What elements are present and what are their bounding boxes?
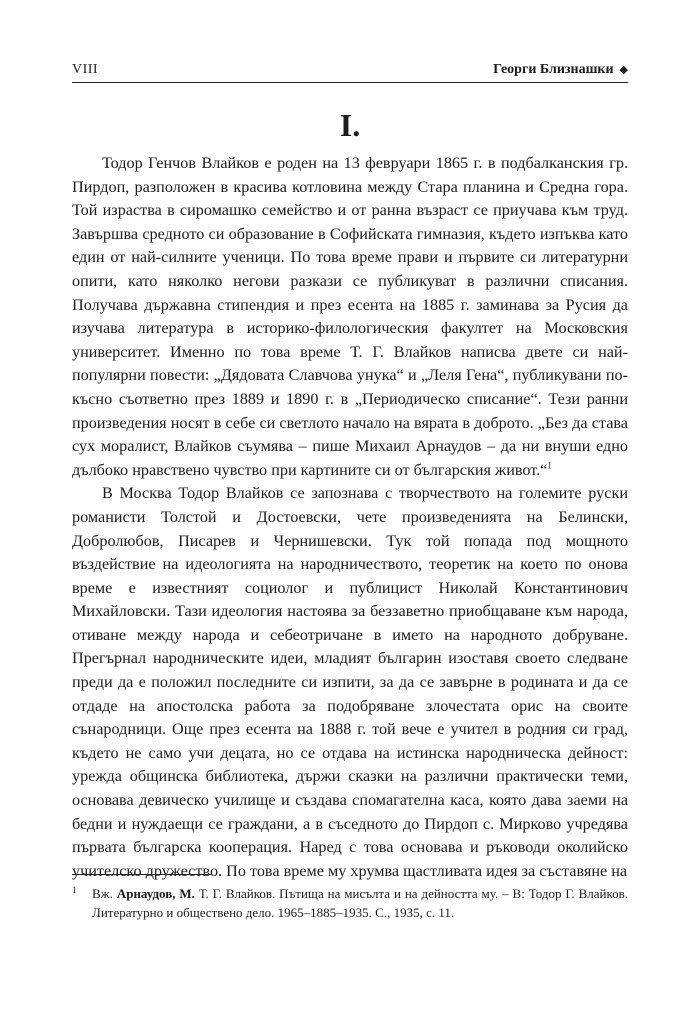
body-text: [72, 152, 628, 883]
footnote-prefix: Вж.: [92, 886, 117, 901]
footnote: [72, 884, 628, 922]
footnote-reference[interactable]: 1: [547, 460, 552, 471]
paragraph: [72, 482, 628, 883]
paragraph: [72, 152, 628, 482]
footnote-author: Арнаудов, М.: [116, 886, 195, 901]
diamond-ornament-icon: ◆: [619, 64, 628, 76]
running-head-author: [493, 60, 628, 80]
footnote-text: Т. Г. Влайков. Пътища на мисълта и на дейността му. – В: Тодор Г. Влайков. Литературно и обществено дело. 1965–1885–1935. С., 1935, с. 11.: [92, 886, 629, 920]
paragraph-text: Тодор Генчов Влайков е роден на 13 февруари 1865 г. в подбалканския гр. Пирдоп, разположен в красива котловина между Стара планина и Средна гора. Той израства в сиромашко семейство и от ранна възраст се приучава към труд. Завършва средното си образование в Софийската гимназия, където изпъква като един от най-силните ученици. По това време прави и първите си литературни опити, като няколко негови разкази се публикуват в различни списания. Получава държавна стипендия и през есента на 1885 г. заминава за Русия да изучава литература в историко-филологическия факултет на Московския университет. Именно по това време Т. Г. Влайков написва двете си най-популярни повести: „Дядовата Славчова унука“ и „Леля Гена“, публикувани по-късно съответно през 1889 и 1890 г. в „Периодическо списание“. Тези ранни произведения носят в себе си светлото начало на вярата в доброто. „Без да става сух моралист, Влайков съумява – пише Михаил Арнаудов – да ни внуши едно дълбоко нравствено чувство при картините си от българския живот.“: [72, 154, 628, 479]
author-name: Георги Близнашки: [493, 62, 614, 77]
running-head: [72, 60, 628, 83]
chapter-title: I.: [339, 107, 361, 143]
footnote-divider: [72, 874, 212, 875]
footnote-mark: 1: [72, 885, 77, 895]
paragraph-text: В Москва Тодор Влайков се запознава с творчеството на големите руски романисти Толстой и Достоевски, чете произведенията на Белински, Добролюбов, Писарев и Чернишевски. Тук той попада под мощното въздействие на идеологията на народничеството, теоретик на което по онова време е известният социолог и публицист Николай Константинович Михайловски. Тази идеология настоява за беззаветно приобщаване към народа, отиване между народа и себеотричане в името на народното добруване. Прегърнал народническите идеи, младият българин изоставя своето следване преди да е положил последните си изпити, за да се завърне в родината и да се отдаде на апостолска работа за подобряване злочестата орис на своите сънародници. Още през есента на 1888 г. той вече е учител в родния си град, където не само учи децата, но се отдава на истинска народническа дейност: урежда общинска библиотека, държи сказки на различни практически теми, основава девическо училище и създава спомагателна каса, която дава заеми на бедни и нуждаещи се граждани, а в съседното до Пирдоп с. Мирково учредява първата българска кооперация. Наред с това основава и ръководи околийско учителско дружество. По това време му хрумва щастливата идея за съставяне на: [72, 484, 628, 880]
page-number: VIII: [72, 62, 99, 77]
